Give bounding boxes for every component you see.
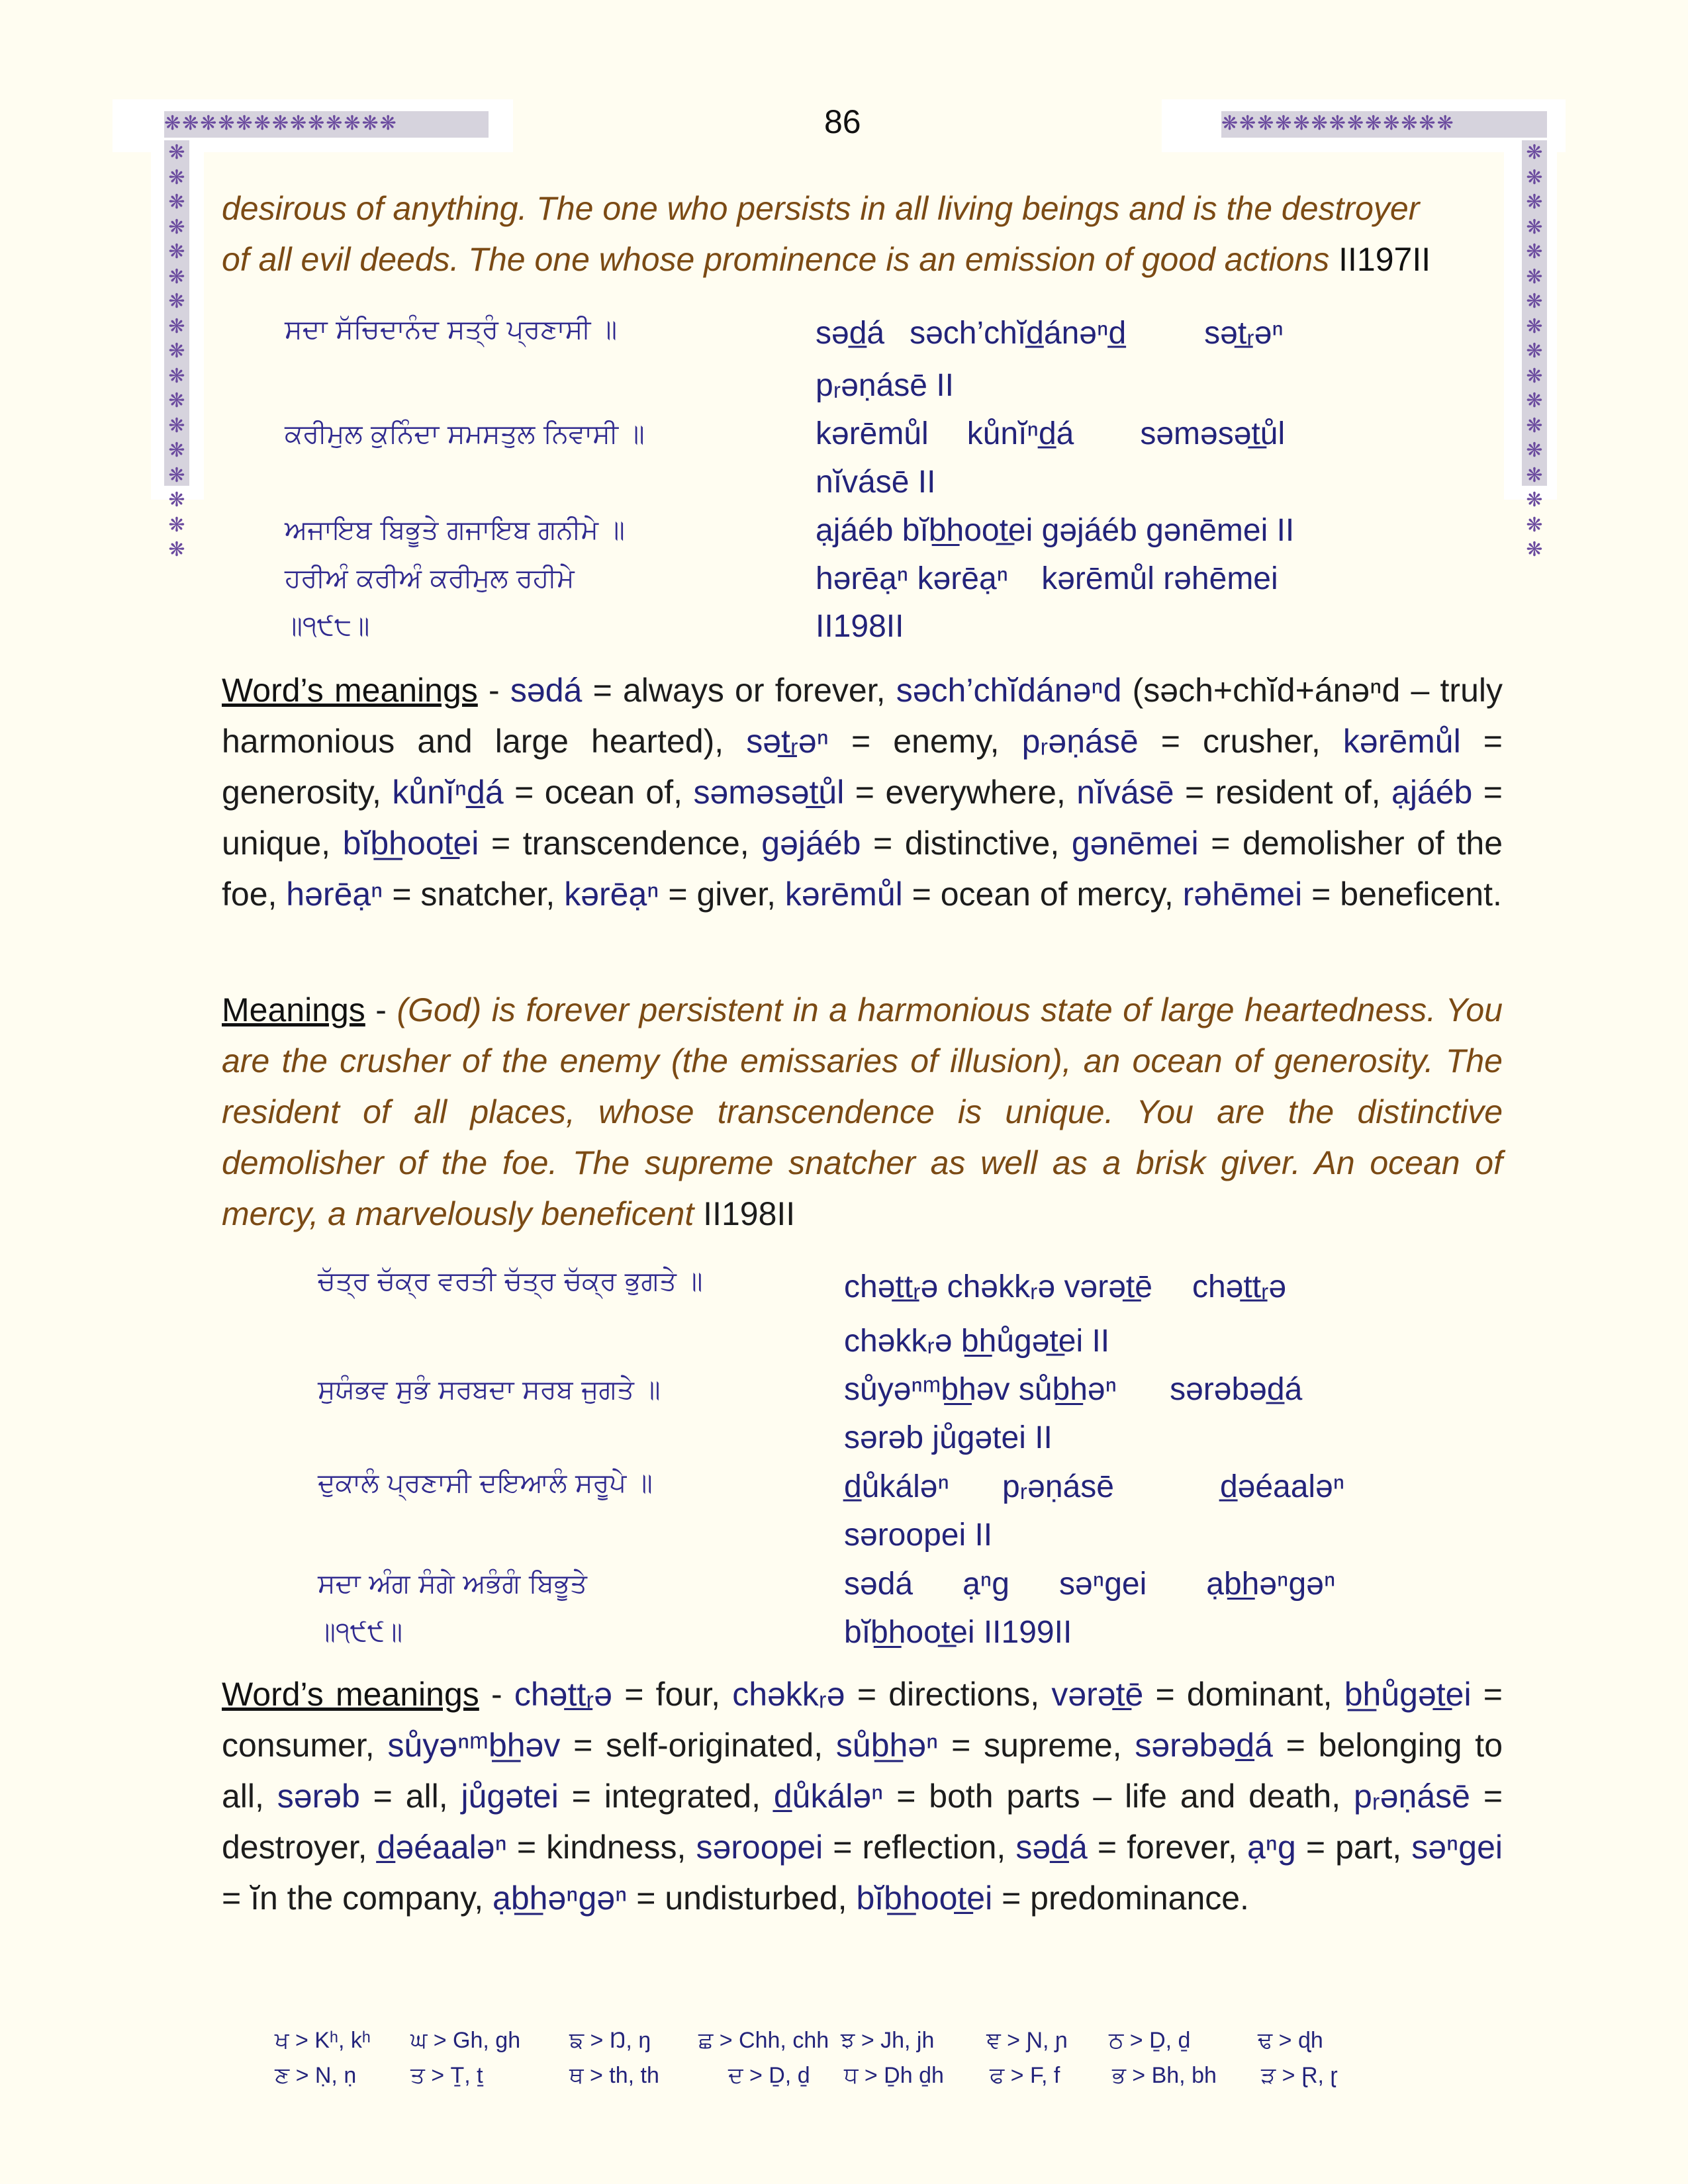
gurmukhi-line: ਦੁਕਾਲੰ ਪ੍ਰਣਾਸੀ ਦਇਆਲੰ ਸਰੂਪੇ ॥ [318,1468,653,1498]
key-entry: ਫ > F, f [990,2063,1060,2088]
key-entry: ਣ > Ṇ, ṇ [275,2063,357,2088]
gurmukhi-line: ਹਰੀਅੰ ਕਰੀਅੰ ਕਰੀਮੁਲ ਰਹੀਮੇ [285,563,575,594]
translit-line [844,1365,1302,1414]
key-entry: ਥ > th, th [569,2063,659,2088]
intro-line-1: desirous of anything. The one who persists in all living beings and is the destroyer [222,190,1420,227]
gurmukhi-line: ਕਰੀਮੁਲ ਕੁਨਿੰਦਾ ਸਮਸਤੁਲ ਨਿਵਾਸੀ ॥ [285,419,645,449]
key-entry: ੜ > Ɽ, ɽ [1261,2063,1338,2088]
translit-line [844,1263,1286,1311]
intro-line-2-text: of all evil deeds. The one whose prominence is an emission of good actions [222,241,1330,278]
key-entry: ਖ > Kʰ, kʰ [275,2028,371,2053]
words-meanings-199 [222,1669,1503,1924]
translit-word: chət̲t̲ᵣə chəkkᵣə vərət̲ē [844,1269,1152,1304]
key-entry: ਞ > Ɲ, ɲ [986,2028,1068,2053]
meanings-text: (God) is forever persistent in a harmonious state of large heartedness. You are the crusher of the enemy (the emissaries of illusion), an ocean of generosity. The resident of all places, whose transcendence is unique. You are the distinctive demolisher of the foe. The supreme snatcher as well as a brisk giver. An ocean of mercy, a marvelously beneficent [222,991,1503,1232]
words-meanings-label: Word’s meanings [222,672,478,709]
verse-number-197: II197II [1338,241,1431,278]
translit-word: kůnĭⁿd̲á [966,416,1074,451]
translit-word: səch’chĭd̲ánəⁿd̲ [910,316,1127,351]
gurmukhi-line: ਸਦਾ ਅੰਗ ਸੰਗੇ ਅਭੰਗੰ ਬਿਭੂਤੇ [318,1569,587,1599]
translit-line [816,309,1284,357]
key-entry: ਢ > ɖh [1258,2028,1323,2053]
intro-line-2 [222,234,1503,285]
translit-line: ạjáéb bĭb͟hoot̲ei gəjáéb gənēmei II [816,513,1295,548]
key-entry: ਭ > Bh, bh [1112,2063,1217,2088]
key-entry: ਛ > Chh, chh [698,2028,829,2053]
gurmukhi-line: ਅਜਾਇਬ ਬਿਭੂਤੇ ਗਜਾਇਬ ਗਨੀਮੇ ॥ [285,515,625,545]
meanings-label: Meanings [222,991,365,1028]
translit-word: d̲ůkáləⁿ [844,1469,949,1504]
star-strip-top-left: ❋❋❋❋❋❋❋❋❋❋❋❋❋ [164,111,489,138]
translit-line [844,1560,1335,1608]
translit-line: pᵣəṇásē II [816,368,954,403]
translit-word: kərēmůl [816,416,929,451]
translit-line: chəkkᵣə b͟hůgət̲ei II [844,1324,1110,1359]
translit-line: səroopei II [844,1518,993,1553]
gurmukhi-line: ॥੧੯੮॥ [285,611,370,641]
words-meanings-text: - chət̲t̲ᵣə = four, chəkkᵣə = directions, vərət̲ē = dominant, b͟hůgət̲ei = consumer, sůyəⁿᵐb͟həv = self-originated, sůb͟həⁿ = supreme, sərəbəd̲á = belonging to all, sərəb = all, jůgətei = integrated, d̲ůkáləⁿ = both parts – life and death, pᵣəṇásē = destroyer, d̲əéaaləⁿ = kindness, səroopei = reflection, səd̲á = forever, ạⁿg = part, səⁿgei = ĭn the company, ạb͟həⁿgəⁿ = undisturbed, bĭb͟hoot̲ei = predominance. [222,1676,1503,1917]
gurmukhi-line: ॥੧੯੯॥ [318,1617,403,1647]
translit-line: bĭb͟hoot̲ei II199II [844,1615,1072,1650]
translit-line: nĭvásē II [816,465,936,500]
intro-paragraph [222,183,1503,285]
key-row-2 [275,2063,1338,2089]
translit-word: səməsət̲ůl [1140,416,1286,451]
words-meanings-text: - sədá = always or forever, səch’chĭdánəⁿd (səch+chĭd+ánəⁿd – truly harmonious and large hearted), sət̲ᵣəⁿ = enemy, pᵣəṇásē = crusher, kərēmůl = generosity, kůnĭⁿd̲á = ocean of, səməsət̲ůl = everywhere, nĭvásē = resident of, ạjáéb = unique, bĭb͟hoot̲ei = transcendence, gəjáéb = distinctive, gənēmei = demolisher of the foe, hərēạⁿ = snatcher, kərēạⁿ = giver, kərēmůl = ocean of mercy, rəhēmei = beneficent. [222,672,1503,913]
translit-line [844,1463,1344,1511]
key-entry: ਧ > Ḏh ḏh [844,2063,944,2088]
translit-word: chət̲t̲ᵣə [1192,1269,1287,1304]
star-strip-top-right: ❋❋❋❋❋❋❋❋❋❋❋❋❋ [1221,111,1547,138]
words-meanings-198 [222,665,1503,920]
key-entry: ਘ > Gh, gh [410,2028,521,2053]
key-entry: ਦ > Ḏ, ḏ [728,2063,810,2088]
key-entry: ਙ > Ŋ, ŋ [569,2028,651,2053]
star-strip-left: ❋ ❋ ❋ ❋ ❋ ❋ ❋ ❋ ❋ ❋ ❋ ❋ ❋ ❋ ❋ ❋ ❋ [164,140,189,486]
translit-word: sərəbəd̲á [1170,1372,1303,1407]
translit-line [816,555,1278,603]
translit-word: d̲əéaaləⁿ [1219,1469,1345,1504]
star-strip-right: ❋ ❋ ❋ ❋ ❋ ❋ ❋ ❋ ❋ ❋ ❋ ❋ ❋ ❋ ❋ ❋ ❋ [1522,140,1547,486]
words-meanings-label: Word’s meanings [222,1676,479,1713]
translit-word: sədá [844,1567,914,1602]
translit-word: hərēạⁿ kərēạⁿ [816,561,1009,596]
key-entry: ਠ > Ḏ, ḏ [1109,2028,1191,2053]
translit-line: sərəb jůgətei II [844,1420,1053,1455]
translit-line: II198II [816,609,904,644]
gurmukhi-line: ਸੁਯੰਭਵ ਸੁਭੰ ਸਰਬਦਾ ਸਰਬ ਜੁਗਤੇ ॥ [318,1375,661,1405]
key-entry: ਝ > Jh, jh [841,2028,935,2053]
gurmukhi-line: ਚੱਤ੍ਰ ਚੱਕ੍ਰ ਵਰਤੀ ਚੱਤ੍ਰ ਚੱਕ੍ਰ ਭੁਗਤੇ ॥ [318,1266,703,1297]
meanings-198: Meanings - (God) is forever persistent in a harmonious state of large heartedness. You are the crusher of the enemy (the emissaries of illusion), an ocean of generosity. The resident of all places, whose transcendence is unique. You are the distinctive demolisher of the foe. The supreme snatcher as well as a brisk giver. An ocean of mercy, a marvelously beneficent II198II [222,991,1503,1232]
translit-line [816,410,1285,458]
gurmukhi-line: ਸਦਾ ਸੱਚਿਦਾਨੰਦ ਸਤ੍ਰੰ ਪ੍ਰਣਾਸੀ ॥ [285,314,618,345]
translit-word: ạⁿg [962,1567,1009,1602]
translit-word: səd̲á [816,316,885,351]
verse-number-198: II198II [703,1195,796,1232]
translit-word: səⁿgei [1059,1567,1147,1602]
translit-word: ạb͟həⁿgəⁿ [1206,1567,1336,1602]
translit-word: kərēmůl rəhēmei [1041,561,1278,596]
translit-word: pᵣəṇásē [1002,1469,1114,1504]
translit-word: sət̲ᵣəⁿ [1204,316,1284,351]
key-row-1 [275,2028,1323,2054]
page-number: 86 [824,103,861,140]
key-entry: ਤ > Ṯ, ṯ [410,2063,483,2088]
translit-word: sůyəⁿᵐb͟həv sůb͟həⁿ [844,1372,1117,1407]
